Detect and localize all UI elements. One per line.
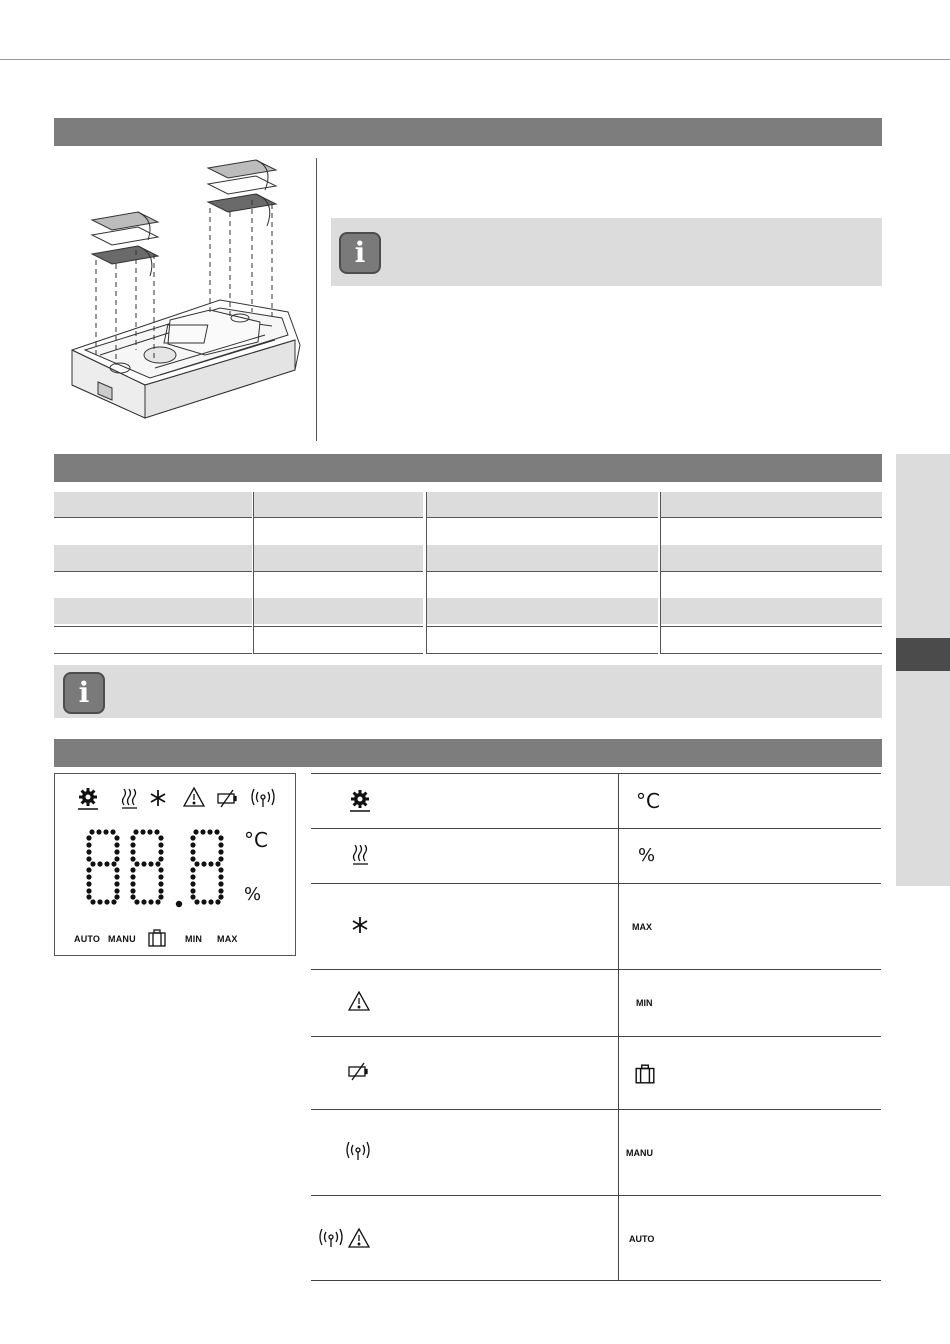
frost-icon — [350, 915, 370, 935]
table-rule — [54, 626, 882, 627]
legend-rule — [311, 1195, 881, 1196]
display-label-manu: MANU — [108, 934, 136, 944]
table-row — [54, 571, 882, 597]
settings-icon — [78, 788, 98, 809]
info-icon: i — [339, 232, 381, 274]
section-bar-settings-table — [54, 454, 882, 482]
heating-icon — [122, 789, 137, 808]
legend-column-divider — [618, 773, 619, 1280]
radio-warning-icon — [318, 1227, 372, 1251]
legend-rule — [311, 969, 881, 970]
radio-icon — [345, 1140, 371, 1164]
table-row — [54, 598, 882, 624]
percent-icon: % — [638, 845, 656, 866]
battery-empty-icon — [348, 1062, 370, 1082]
auto-label: AUTO — [629, 1234, 655, 1244]
display-celsius: °C — [244, 828, 268, 852]
heating-icon — [352, 845, 370, 867]
table-rule — [54, 653, 882, 654]
display-digits — [84, 828, 244, 910]
header-rule — [0, 59, 950, 60]
max-label: MAX — [632, 922, 652, 932]
display-label-auto: AUTO — [74, 934, 101, 944]
settings-icon — [348, 787, 372, 813]
display-top-icons — [70, 785, 280, 813]
legend-rule — [311, 773, 881, 774]
holiday-icon — [147, 928, 167, 948]
display-label-min: MIN — [185, 934, 203, 944]
legend-rule — [311, 883, 881, 884]
radio-icon — [252, 789, 274, 807]
section-bar-mounting — [54, 118, 882, 146]
info-box-mounting — [331, 218, 882, 286]
side-tab-active — [896, 638, 950, 671]
table-row — [54, 545, 882, 571]
frost-icon — [151, 790, 165, 806]
table-column-divider — [426, 492, 427, 654]
section-divider — [316, 158, 317, 441]
info-box-table — [54, 665, 882, 718]
legend-rule — [311, 828, 881, 829]
info-icon: i — [63, 672, 105, 714]
warning-icon — [348, 991, 370, 1013]
legend-rule — [311, 1036, 881, 1037]
holiday-icon — [634, 1063, 656, 1085]
table-row — [54, 492, 882, 518]
manu-label: MANU — [626, 1148, 653, 1158]
legend-rule — [311, 1280, 881, 1281]
celsius-icon: °C — [636, 789, 660, 813]
min-label: MIN — [636, 998, 653, 1008]
display-label-max: MAX — [217, 934, 238, 944]
table-rule — [54, 571, 882, 572]
legend-rule — [311, 1109, 881, 1110]
warning-icon — [184, 788, 204, 806]
section-bar-display — [54, 739, 882, 767]
table-column-divider — [660, 492, 661, 654]
mounting-illustration — [60, 150, 310, 435]
display-percent: % — [244, 884, 262, 905]
table-row — [54, 518, 882, 544]
table-column-divider — [253, 492, 254, 654]
battery-empty-icon — [218, 790, 236, 807]
table-row — [54, 626, 882, 652]
